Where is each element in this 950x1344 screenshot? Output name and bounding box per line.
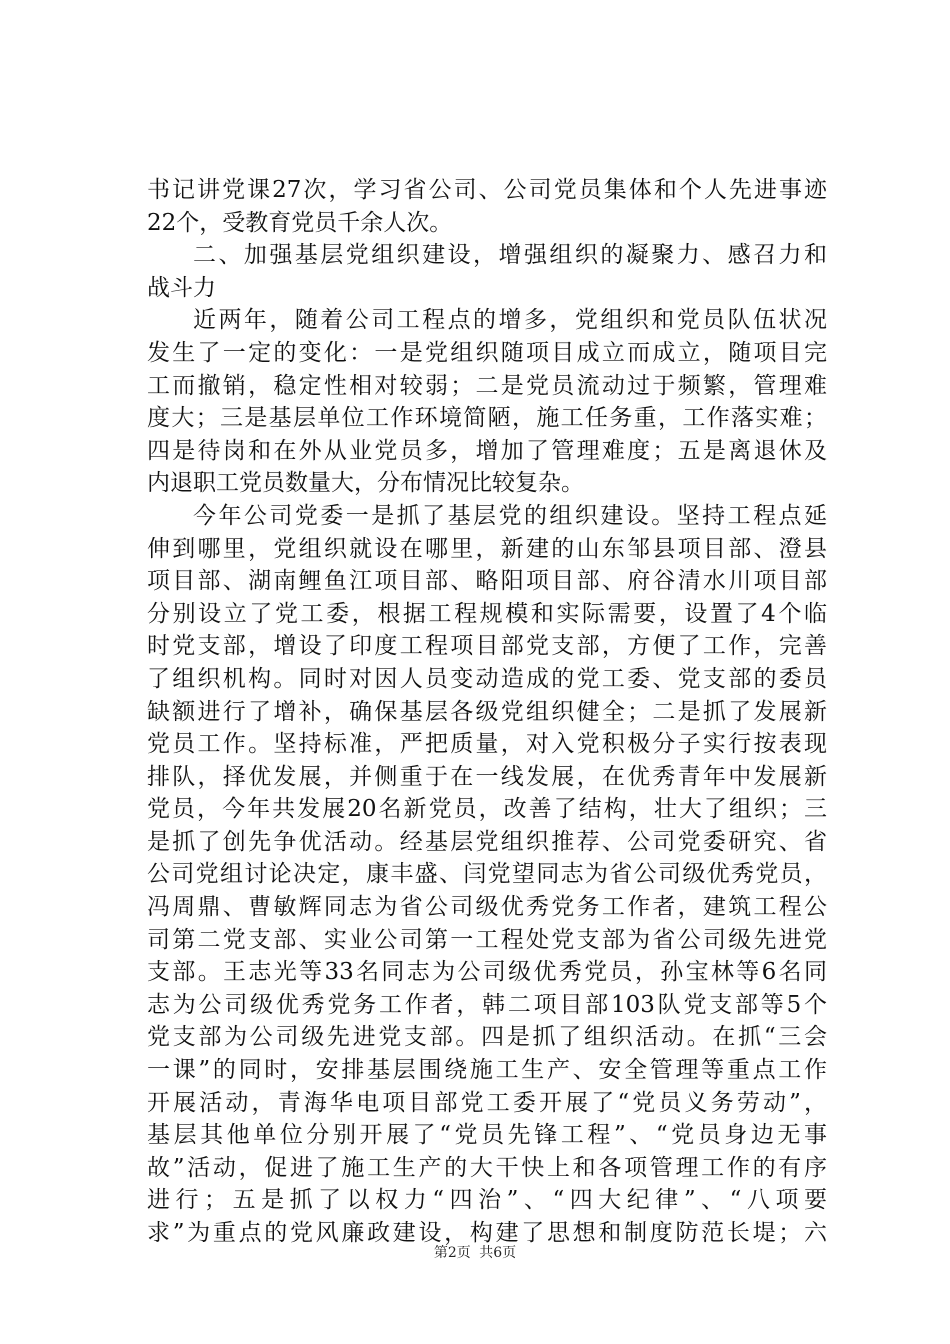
text-line: 志为公司级优秀党务工作者，韩二项目部103队党支部等5个 <box>147 991 827 1018</box>
page-footer <box>0 1242 950 1262</box>
text-line: 司第二党支部、实业公司第一工程处党支部为省公司级先进党 <box>147 926 827 953</box>
text-line: 缺额进行了增补，确保基层各级党组织健全；二是抓了发展新 <box>147 698 827 725</box>
text-line: 是抓了创先争优活动。经基层党组织推荐、公司党委研究、省 <box>147 828 827 855</box>
text-line: 党员工作。坚持标准，严把质量，对入党积极分子实行按表现 <box>147 731 827 758</box>
text-line: 战斗力 <box>147 274 216 301</box>
text-line: 四是待岗和在外从业党员多，增加了管理难度；五是离退休及 <box>147 437 827 464</box>
text-line: 党员，今年共发展20名新党员，改善了结构，壮大了组织；三 <box>147 796 827 823</box>
text-line: 分别设立了党工委，根据工程规模和实际需要，设置了4个临 <box>147 600 827 627</box>
text-line: 冯周鼎、曹敏辉同志为省公司级优秀党务工作者，建筑工程公 <box>147 894 827 921</box>
text-line: 党支部为公司级先进党支部。四是抓了组织活动。在抓“三会 <box>147 1024 827 1051</box>
text-line: 排队，择优发展，并侧重于在一线发展，在优秀青年中发展新 <box>147 763 827 790</box>
text-line: 进行；五是抓了以权力“四治”、“四大纪律”、“八项要 <box>147 1187 827 1214</box>
text-line: 开展活动，青海华电项目部党工委开展了“党员义务劳动”， <box>147 1089 827 1116</box>
text-line: 支部。王志光等33名同志为公司级优秀党员，孙宝林等6名同 <box>147 959 827 986</box>
text-line: 伸到哪里，党组织就设在哪里，新建的山东邹县项目部、澄县 <box>147 535 827 562</box>
text-line: 书记讲党课27次，学习省公司、公司党员集体和个人先进事迹 <box>147 177 827 203</box>
text-line: 项目部、湖南鲤鱼江项目部、略阳项目部、府谷清水川项目部 <box>147 568 827 595</box>
text-line: 求”为重点的党风廉政建设，构建了思想和制度防范长堤；六 <box>147 1220 827 1246</box>
text-line: 近两年，随着公司工程点的增多，党组织和党员队伍状况 <box>193 307 827 334</box>
page-number: 第2页 <box>433 1245 471 1261</box>
text-line: 故”活动，促进了施工生产的大干快上和各项管理工作的有序 <box>147 1154 827 1181</box>
text-line: 了组织机构。同时对因人员变动造成的党工委、党支部的委员 <box>147 665 827 692</box>
page-total: 共6页 <box>479 1245 517 1261</box>
text-line: 度大；三是基层单位工作环境简陋，施工任务重，工作落实难； <box>147 405 827 432</box>
text-line: 工而撤销，稳定性相对较弱；二是党员流动过于频繁，管理难 <box>147 372 827 399</box>
text-line: 公司党组讨论决定，康丰盛、闫党望同志为省公司级优秀党员， <box>147 861 827 888</box>
text-line: 时党支部，增设了印度工程项目部党支部，方便了工作，完善 <box>147 633 827 660</box>
text-line: 一课”的同时，安排基层围绕施工生产、安全管理等重点工作 <box>147 1057 827 1084</box>
text-line: 二、加强基层党组织建设，增强组织的凝聚力、感召力和 <box>193 242 827 269</box>
text-line: 内退职工党员数量大，分布情况比较复杂。 <box>147 470 584 497</box>
text-line: 基层其他单位分别开展了“党员先锋工程”、“党员身边无事 <box>147 1122 827 1149</box>
document-body <box>147 174 827 1250</box>
text-line: 发生了一定的变化：一是党组织随项目成立而成立，随项目完 <box>147 339 827 366</box>
text-line: 今年公司党委一是抓了基层党的组织建设。坚持工程点延 <box>193 502 827 529</box>
text-line: 22个，受教育党员千余人次。 <box>147 209 453 236</box>
